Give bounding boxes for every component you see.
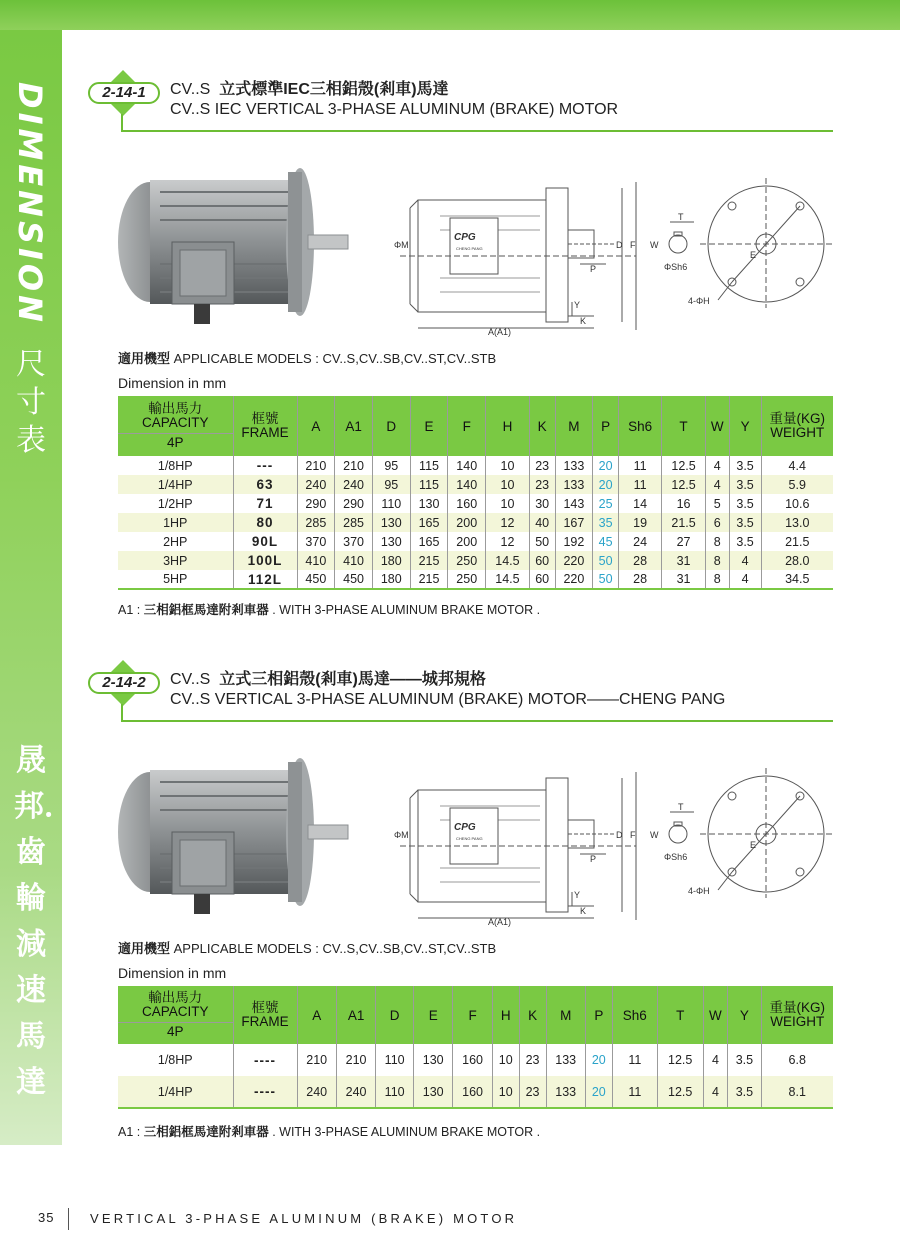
svg-text:CPG: CPG xyxy=(454,822,476,833)
cell-sh6: 11 xyxy=(618,456,661,475)
dimension-drawing xyxy=(394,178,830,358)
section-header-2 xyxy=(88,660,888,724)
cell-m: 220 xyxy=(555,551,593,570)
col-e: E xyxy=(410,396,448,456)
cell-f: 200 xyxy=(448,513,486,532)
cell-w: 5 xyxy=(705,494,729,513)
section-header-1 xyxy=(88,70,888,134)
cell-w: 4 xyxy=(705,456,729,475)
cell-f: 140 xyxy=(448,456,486,475)
cell-d: 180 xyxy=(372,570,410,589)
svg-text:D: D xyxy=(616,240,623,250)
col-a: A xyxy=(297,986,336,1044)
cell-f: 250 xyxy=(448,551,486,570)
cell-a1: 240 xyxy=(336,1076,375,1108)
cell-frame: 90L xyxy=(233,532,297,551)
col-p: P xyxy=(585,986,612,1044)
cell-wt: 21.5 xyxy=(761,532,833,551)
page-footer xyxy=(38,1208,878,1230)
cell-a1: 290 xyxy=(335,494,373,513)
applicable-models: 適用機型 APPLICABLE MODELS : CV..S,CV..SB,CV..ST,CV..STB xyxy=(118,941,497,956)
cell-e: 165 xyxy=(410,513,448,532)
table-row xyxy=(118,532,833,551)
cell-cap: 1/8HP xyxy=(157,458,193,473)
col-d: D xyxy=(372,396,410,456)
cell-k: 23 xyxy=(519,1044,546,1076)
col-weight: 重量(KG) WEIGHT xyxy=(761,986,833,1044)
svg-text:F: F xyxy=(630,240,636,250)
cell-sh6: 11 xyxy=(612,1076,657,1108)
svg-text:4-ΦH: 4-ΦH xyxy=(688,886,710,896)
cell-a1: 410 xyxy=(335,551,373,570)
cell-m: 133 xyxy=(546,1044,585,1076)
cell-a1: 450 xyxy=(335,570,373,589)
svg-text:A(A1): A(A1) xyxy=(488,327,512,337)
cell-d: 110 xyxy=(372,494,410,513)
cell-m: 192 xyxy=(555,532,593,551)
svg-text:D: D xyxy=(616,830,623,840)
cell-w: 8 xyxy=(705,551,729,570)
brake-note: A1 : 三相鋁框馬達附剎車器 . WITH 3-PHASE ALUMINUM BRAKE MOTOR . xyxy=(118,1125,541,1139)
col-a: A xyxy=(297,396,335,456)
cell-a: 370 xyxy=(297,532,335,551)
cell-cap: 1/8HP xyxy=(157,1053,193,1067)
cell-d: 110 xyxy=(376,1076,414,1108)
cell-e: 165 xyxy=(410,532,448,551)
cell-d: 110 xyxy=(376,1044,414,1076)
section-title-zh: CV..S 立式三相鋁殼(剎車)馬達——城邦規格 xyxy=(170,671,486,688)
dimension-unit-label: Dimension in mm xyxy=(118,965,227,981)
cell-a: 410 xyxy=(297,551,335,570)
svg-text:ΦSh6: ΦSh6 xyxy=(664,852,688,862)
cell-frame: 80 xyxy=(233,513,297,532)
table-row xyxy=(118,1044,833,1076)
cell-y: 3.5 xyxy=(729,513,761,532)
svg-text:K: K xyxy=(580,906,587,916)
cell-f: 160 xyxy=(448,494,486,513)
cell-e: 115 xyxy=(410,456,448,475)
dimension-unit-label: Dimension in mm xyxy=(118,375,227,391)
col-m: M xyxy=(546,986,585,1044)
cell-e: 130 xyxy=(410,494,448,513)
cell-w: 4 xyxy=(705,475,729,494)
spec-table-2 xyxy=(118,986,833,1109)
cell-f: 160 xyxy=(453,1044,492,1076)
section-title-en: CV..S VERTICAL 3-PHASE ALUMINUM (BRAKE) MOTOR——CHENG PANG xyxy=(170,691,726,708)
cell-m: 220 xyxy=(555,570,593,589)
col-capacity: 輸出馬力 CAPACITY 4P xyxy=(118,396,233,456)
col-capacity: 輸出馬力 CAPACITY 4P xyxy=(118,986,233,1044)
cell-cap: 3HP xyxy=(118,551,233,570)
cell-frame: --- xyxy=(233,456,297,475)
cell-y: 3.5 xyxy=(728,1044,761,1076)
col-a1: A1 xyxy=(335,396,373,456)
col-p: P xyxy=(593,396,619,456)
cell-t: 12.5 xyxy=(657,1076,703,1108)
col-m: M xyxy=(555,396,593,456)
dimension-drawing xyxy=(394,768,830,948)
cell-frame: ---- xyxy=(233,1044,297,1076)
cell-a: 290 xyxy=(297,494,335,513)
table-row xyxy=(118,513,833,532)
cell-m: 133 xyxy=(555,475,593,494)
cell-k: 30 xyxy=(529,494,555,513)
col-d: D xyxy=(376,986,414,1044)
cell-d: 95 xyxy=(372,456,410,475)
cell-y: 3.5 xyxy=(729,532,761,551)
cell-wt: 13.0 xyxy=(761,513,833,532)
section-badge xyxy=(88,660,160,706)
cell-a: 240 xyxy=(297,1076,336,1108)
cell-frame: ---- xyxy=(233,1076,297,1108)
svg-text:Y: Y xyxy=(574,300,581,310)
cell-p: 50 xyxy=(593,570,619,589)
cell-t: 31 xyxy=(662,570,706,589)
cell-k: 60 xyxy=(529,551,555,570)
table-row xyxy=(118,1076,833,1108)
svg-text:E: E xyxy=(750,250,757,260)
svg-text:ΦM: ΦM xyxy=(394,830,409,840)
col-f: F xyxy=(448,396,486,456)
sidebar-dimension-text: DIMENSION xyxy=(11,82,49,326)
brake-note: A1 : 三相鋁框馬達附剎車器 . WITH 3-PHASE ALUMINUM BRAKE MOTOR . xyxy=(118,603,541,617)
svg-text:P: P xyxy=(590,264,597,274)
table-row xyxy=(118,494,833,513)
cell-wt: 34.5 xyxy=(761,570,833,589)
cell-sh6: 28 xyxy=(618,570,661,589)
svg-text:CHENG PANG: CHENG PANG xyxy=(456,836,483,841)
cell-p: 20 xyxy=(593,475,619,494)
col-w: W xyxy=(703,986,728,1044)
cell-f: 140 xyxy=(448,475,486,494)
cell-w: 6 xyxy=(705,513,729,532)
col-y: Y xyxy=(728,986,761,1044)
col-a1: A1 xyxy=(336,986,375,1044)
top-green-bar xyxy=(0,0,900,30)
col-sh6: Sh6 xyxy=(612,986,657,1044)
cell-w: 4 xyxy=(703,1044,728,1076)
cell-p: 20 xyxy=(593,456,619,475)
section-badge xyxy=(88,70,160,116)
applicable-models: 適用機型 APPLICABLE MODELS : CV..S,CV..SB,CV..ST,CV..STB xyxy=(118,351,497,366)
section-number: 2-14-2 xyxy=(88,672,160,694)
table-row xyxy=(118,551,833,570)
motor-photo xyxy=(112,748,352,918)
cell-h: 14.5 xyxy=(486,551,530,570)
section-title-zh: CV..S 立式標準IEC三相鋁殼(剎車)馬達 xyxy=(170,81,449,98)
cell-t: 27 xyxy=(662,532,706,551)
table-row xyxy=(118,456,833,475)
cell-a1: 285 xyxy=(335,513,373,532)
col-weight: 重量(KG) WEIGHT xyxy=(761,396,833,456)
cell-wt: 8.1 xyxy=(761,1076,833,1108)
cell-y: 3.5 xyxy=(729,456,761,475)
section-title-en: CV..S IEC VERTICAL 3-PHASE ALUMINUM (BRAKE) MOTOR xyxy=(170,101,619,118)
cell-t: 21.5 xyxy=(662,513,706,532)
col-frame: 框號 FRAME xyxy=(233,986,297,1044)
cell-e: 215 xyxy=(410,551,448,570)
svg-text:P: P xyxy=(590,854,597,864)
cell-a: 285 xyxy=(297,513,335,532)
svg-text:ΦM: ΦM xyxy=(394,240,409,250)
cell-wt: 5.9 xyxy=(761,475,833,494)
cell-wt: 28.0 xyxy=(761,551,833,570)
cell-sh6: 24 xyxy=(618,532,661,551)
cell-h: 12 xyxy=(486,513,530,532)
col-y: Y xyxy=(729,396,761,456)
cell-wt: 6.8 xyxy=(761,1044,833,1076)
col-frame: 框號 FRAME xyxy=(233,396,297,456)
cell-p: 45 xyxy=(593,532,619,551)
cell-m: 167 xyxy=(555,513,593,532)
cell-p: 35 xyxy=(593,513,619,532)
svg-text:A(A1): A(A1) xyxy=(488,917,512,927)
svg-text:CHENG PANG: CHENG PANG xyxy=(456,246,483,251)
cell-t: 12.5 xyxy=(662,475,706,494)
cell-t: 12.5 xyxy=(657,1044,703,1076)
cell-f: 200 xyxy=(448,532,486,551)
cell-d: 130 xyxy=(372,513,410,532)
sidebar-brand-text: 晟邦．齒輪減速馬達 xyxy=(14,743,74,1100)
cell-h: 10 xyxy=(492,1076,519,1108)
cell-sh6: 11 xyxy=(618,475,661,494)
col-h: H xyxy=(486,396,530,456)
cell-m: 133 xyxy=(546,1076,585,1108)
cell-h: 14.5 xyxy=(486,570,530,589)
cell-h: 10 xyxy=(486,494,530,513)
cell-cap: 1/4HP xyxy=(118,1076,233,1108)
cell-f: 250 xyxy=(448,570,486,589)
cell-h: 12 xyxy=(486,532,530,551)
cell-wt: 10.6 xyxy=(761,494,833,513)
cell-k: 23 xyxy=(519,1076,546,1108)
cell-e: 130 xyxy=(414,1044,453,1076)
cell-cap: 2HP xyxy=(163,534,188,549)
cell-m: 133 xyxy=(555,456,593,475)
svg-text:W: W xyxy=(650,830,659,840)
cell-frame: 100L xyxy=(233,551,297,570)
cell-k: 23 xyxy=(529,456,555,475)
cell-t: 12.5 xyxy=(662,456,706,475)
col-h: H xyxy=(492,986,519,1044)
cell-a: 210 xyxy=(297,1044,336,1076)
cell-p: 20 xyxy=(585,1044,612,1076)
cell-p: 25 xyxy=(593,494,619,513)
spec-table-1 xyxy=(118,396,833,590)
col-t: T xyxy=(662,396,706,456)
cell-e: 130 xyxy=(414,1076,453,1108)
col-f: F xyxy=(453,986,492,1044)
svg-text:4-ΦH: 4-ΦH xyxy=(688,296,710,306)
table-row xyxy=(118,570,833,589)
cell-sh6: 14 xyxy=(618,494,661,513)
section-number: 2-14-1 xyxy=(88,82,160,104)
cell-a1: 240 xyxy=(335,475,373,494)
cell-k: 60 xyxy=(529,570,555,589)
svg-text:W: W xyxy=(650,240,659,250)
cell-h: 10 xyxy=(486,475,530,494)
cell-frame: 63 xyxy=(233,475,297,494)
cell-h: 10 xyxy=(486,456,530,475)
cell-d: 130 xyxy=(372,532,410,551)
cell-h: 10 xyxy=(492,1044,519,1076)
cell-y: 3.5 xyxy=(729,494,761,513)
svg-text:CPG: CPG xyxy=(454,232,476,243)
cell-a1: 210 xyxy=(336,1044,375,1076)
cell-y: 4 xyxy=(729,570,761,589)
page-number: 35 xyxy=(38,1210,55,1225)
col-w: W xyxy=(705,396,729,456)
cell-sh6: 19 xyxy=(618,513,661,532)
table-row xyxy=(118,475,833,494)
cell-frame: 71 xyxy=(233,494,297,513)
cell-sh6: 28 xyxy=(618,551,661,570)
cell-p: 50 xyxy=(593,551,619,570)
col-sh6: Sh6 xyxy=(618,396,661,456)
cell-d: 180 xyxy=(372,551,410,570)
cell-p: 20 xyxy=(585,1076,612,1108)
cell-w: 8 xyxy=(705,532,729,551)
cell-a1: 210 xyxy=(335,456,373,475)
svg-text:K: K xyxy=(580,316,587,326)
svg-text:E: E xyxy=(750,840,757,850)
cell-a1: 370 xyxy=(335,532,373,551)
cell-a: 240 xyxy=(297,475,335,494)
cell-f: 160 xyxy=(453,1076,492,1108)
cell-w: 4 xyxy=(703,1076,728,1108)
col-e: E xyxy=(414,986,453,1044)
cell-y: 3.5 xyxy=(728,1076,761,1108)
cell-y: 3.5 xyxy=(729,475,761,494)
cell-t: 31 xyxy=(662,551,706,570)
cell-cap: 1HP xyxy=(118,513,233,532)
svg-text:F: F xyxy=(630,830,636,840)
cell-y: 4 xyxy=(729,551,761,570)
cell-cap: 5HP xyxy=(118,570,233,589)
cell-w: 8 xyxy=(705,570,729,589)
cell-t: 16 xyxy=(662,494,706,513)
cell-wt: 4.4 xyxy=(761,456,833,475)
cell-a: 210 xyxy=(297,456,335,475)
cell-a: 450 xyxy=(297,570,335,589)
motor-photo xyxy=(112,158,352,328)
left-sidebar xyxy=(0,30,74,1145)
cell-frame: 112L xyxy=(233,570,297,589)
cell-m: 143 xyxy=(555,494,593,513)
top-white-strip xyxy=(62,30,900,38)
cell-cap: 1/4HP xyxy=(118,475,233,494)
svg-text:ΦSh6: ΦSh6 xyxy=(664,262,688,272)
cell-e: 215 xyxy=(410,570,448,589)
sidebar-chinese-title: 尺寸表 xyxy=(16,347,46,458)
cell-e: 115 xyxy=(410,475,448,494)
col-k: K xyxy=(529,396,555,456)
svg-text:T: T xyxy=(678,802,684,812)
cell-cap: 1/2HP xyxy=(157,496,193,511)
cell-k: 40 xyxy=(529,513,555,532)
svg-text:Y: Y xyxy=(574,890,581,900)
footer-title: VERTICAL 3-PHASE ALUMINUM (BRAKE) MOTOR xyxy=(90,1211,518,1226)
col-t: T xyxy=(657,986,703,1044)
svg-text:T: T xyxy=(678,212,684,222)
cell-sh6: 11 xyxy=(612,1044,657,1076)
cell-k: 50 xyxy=(529,532,555,551)
cell-k: 23 xyxy=(529,475,555,494)
cell-d: 95 xyxy=(372,475,410,494)
col-k: K xyxy=(519,986,546,1044)
